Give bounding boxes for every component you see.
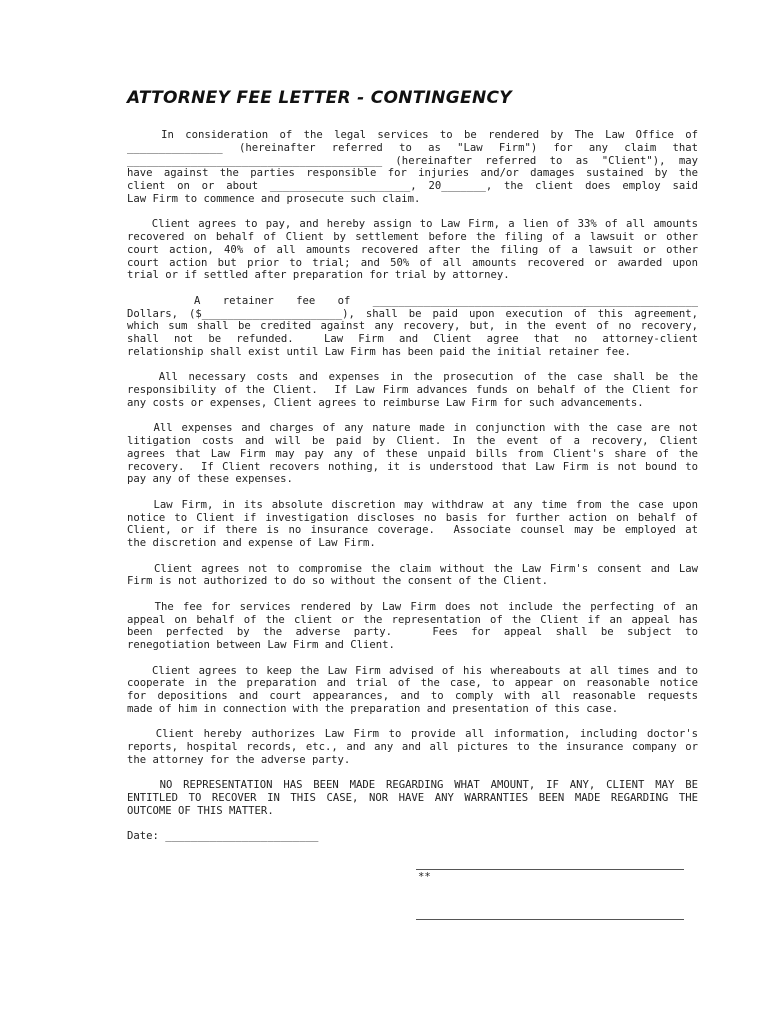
text-line: OUTCOME OF THIS MATTER.: [127, 804, 274, 817]
text-line: ENTITLED TO RECOVER IN THIS CASE, NOR HAVE ANY WARRANTIES BEEN MADE REGARDING THE: [127, 792, 698, 804]
text-line: notice to Client if investigation discloses no basis for further action on behalf of: [127, 511, 698, 524]
text-line: Client agrees not to compromise the claim without the Law Firm's consent and Law: [127, 562, 698, 575]
text-line: Client hereby authorizes Law Firm to provide all information, including doctor's: [127, 728, 698, 741]
text-line: appeal on behalf of the client or the representation of the Client if an appeal has: [127, 613, 698, 626]
paragraph-consideration: [127, 129, 698, 206]
paragraph-compromise: [127, 563, 698, 589]
signature-line-1: [416, 869, 684, 870]
text-line: responsibility of the Client. If Law Firm advances funds on behalf of the Client for: [127, 384, 698, 396]
text-line: In consideration of the legal services to be rendered by The Law Office of: [127, 129, 698, 141]
text-line: ________________________________________ (hereinafter referred to as "Client"), may: [127, 154, 698, 167]
text-line: court action, 40% of all amounts recovered after the filing of a lawsuit or other: [127, 243, 698, 256]
document-title: ATTORNEY FEE LETTER - CONTINGENCY: [127, 88, 512, 108]
text-line: the discretion and expense of Law Firm.: [127, 537, 376, 549]
text-line: recovered on behalf of Client by settlement before the filing of a lawsuit or other: [127, 231, 698, 243]
text-line: Law Firm, in its absolute discretion may withdraw at any time from the case upon: [127, 498, 698, 511]
signature-line-2: [416, 919, 684, 920]
text-line: for depositions and court appearances, and to comply with all reasonable requests: [127, 690, 698, 702]
text-line: All expenses and charges of any nature made in conjunction with the case are not: [127, 422, 698, 435]
paragraph-withdrawal: [127, 499, 698, 550]
text-line: NO REPRESENTATION HAS BEEN MADE REGARDING WHAT AMOUNT, IF ANY, CLIENT MAY BE: [127, 779, 698, 792]
paragraph-fee-lien: [127, 218, 698, 282]
text-line: have against the parties responsible for injuries and/or damages sustained by the: [127, 167, 698, 180]
text-line: A retainer fee of ___________________________________________________: [127, 294, 698, 307]
date-field: [127, 830, 698, 843]
text-line: Client agrees to keep the Law Firm advised of his whereabouts at all times and to: [127, 664, 698, 677]
text-line: cooperate in the preparation and trial of the case, to appear on reasonable notice: [127, 677, 698, 690]
text-line: client on or about ______________________, 20_______, the client does employ said: [127, 180, 698, 192]
text-line: relationship shall exist until Law Firm has been paid the initial retainer fee.: [127, 345, 631, 358]
paragraph-costs: [127, 371, 698, 409]
text-line: Client agrees to pay, and hereby assign to Law Firm, a lien of 33% of all amounts: [127, 218, 698, 231]
text-line: which sum shall be credited against any recovery, but, in the event of no recovery,: [127, 320, 698, 333]
paragraph-retainer: [127, 295, 698, 359]
text-line: _______________ (hereinafter referred to as "Law Firm") for any claim that: [127, 141, 698, 154]
text-line: pay any of these expenses.: [127, 473, 293, 486]
text-line: the attorney for the adverse party.: [127, 753, 351, 766]
text-line: shall not be refunded. Law Firm and Client agree that no attorney-client: [127, 333, 698, 345]
document-body: [127, 129, 698, 843]
text-line: court action but prior to trial; and 50% of all amounts recovered or awarded upon: [127, 256, 698, 269]
text-line: Dollars, ($______________________), shall be paid upon execution of this agreement,: [127, 307, 698, 320]
text-line: trial or if settled after preparation for trial by attorney.: [127, 269, 510, 282]
text-line: been perfected by the adverse party. Fees for appeal shall be subject to: [127, 626, 698, 639]
paragraph-authorization: [127, 728, 698, 766]
text-line: renegotiation between Law Firm and Client.: [127, 639, 395, 651]
paragraph-expenses: [127, 422, 698, 486]
date-label: Date: ________________________: [127, 830, 319, 843]
text-line: made of him in connection with the preparation and presentation of this case.: [127, 702, 619, 715]
text-line: any costs or expenses, Client agrees to reimburse Law Firm for such advancements.: [127, 396, 644, 409]
paragraph-appeal: [127, 601, 698, 652]
text-line: litigation costs and will be paid by Client. In the event of a recovery, Client: [127, 435, 698, 447]
text-line: The fee for services rendered by Law Firm does not include the perfecting of an: [127, 600, 698, 613]
text-line: Firm is not authorized to do so without the consent of the Client.: [127, 575, 548, 588]
paragraph-no-representation: [127, 779, 698, 817]
text-line: All necessary costs and expenses in the prosecution of the case shall be the: [127, 371, 698, 384]
paragraph-cooperation: [127, 665, 698, 716]
text-line: recovery. If Client recovers nothing, it is understood that Law Firm is not bound to: [127, 460, 698, 473]
signature-mark: **: [418, 871, 431, 883]
text-line: Client, or if there is no insurance coverage. Associate counsel may be employed at: [127, 524, 698, 537]
text-line: reports, hospital records, etc., and any and all pictures to the insurance company or: [127, 741, 698, 753]
text-line: Law Firm to commence and prosecute such claim.: [127, 192, 421, 205]
text-line: agrees that Law Firm may pay any of these unpaid bills from Client's share of the: [127, 447, 698, 460]
